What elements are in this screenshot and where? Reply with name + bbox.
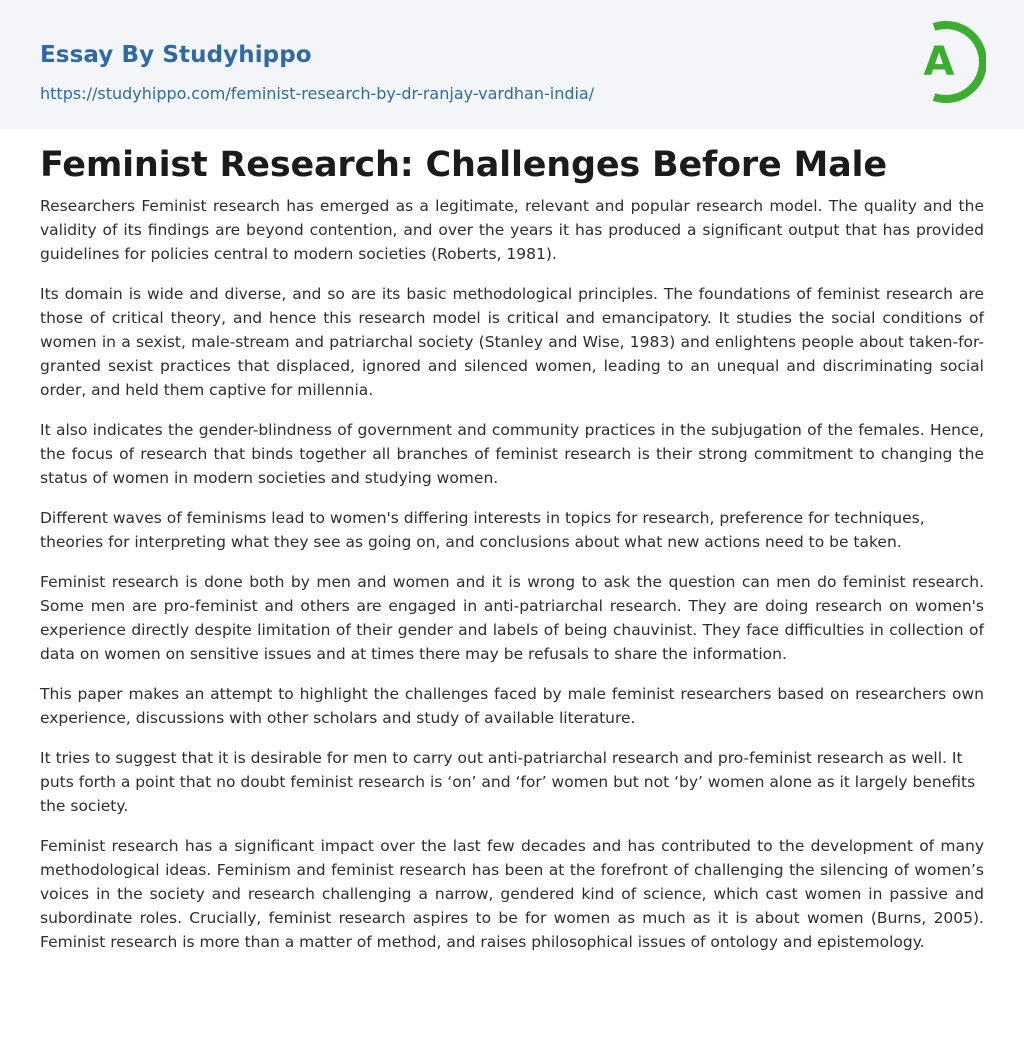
essay-paragraph: It also indicates the gender-blindness of government and community practices in the subjugation of the females. Hence, the focus of research that binds together all branches of feminist research is their strong commitment to changing the status of women in modern societies and studying women. [40, 421, 984, 487]
essay-paragraph: This paper makes an attempt to highlight the challenges faced by male feminist researchers based on researchers own experience, discussions with other scholars and study of available literature. [40, 685, 984, 727]
essay-title: Feminist Research: Challenges Before Male [40, 145, 887, 185]
essay-paragraph: Its domain is wide and diverse, and so are its basic methodological principles. The foundations of feminist research are those of critical theory, and hence this research model is critical and emancipatory. It studies the social conditions of women in a sexist, male-stream and patriarchal society (Stanley and Wise, 1983) and enlightens people about taken-for-granted sexist practices that displaced, ignored and silenced women, leading to an unequal and discriminating social order, and held them captive for millennia. [40, 285, 984, 399]
essay-paragraph: Different waves of feminisms lead to women's differing interests in topics for research, preference for techniques, theories for interpreting what they see as going on, and conclusions about what new actions need to be taken. [40, 509, 925, 551]
site-header [0, 0, 1024, 129]
logo-letter: A [923, 39, 955, 85]
essay-paragraph: Feminist research has a significant impact over the last few decades and has contributed to the development of many methodological ideas. Feminism and feminist research has been at the forefront of challenging the silencing of women’s voices in the society and research challenging a narrow, gendered kind of science, which cast women in passive and subordinate roles. Crucially, feminist research aspires to be for women as much as it is about women (Burns, 2005). Feminist research is more than a matter of method, and raises philosophical issues of ontology and epistemology. [40, 837, 984, 951]
studyhippo-logo-icon[interactable] [912, 19, 986, 105]
essay-url-link[interactable]: https://studyhippo.com/feminist-research-by-dr-ranjay-vardhan-india/ [40, 84, 595, 103]
site-brand[interactable]: Essay By Studyhippo [40, 42, 312, 68]
essay-paragraph: Feminist research is done both by men and women and it is wrong to ask the question can men do feminist research. Some men are pro-feminist and others are engaged in anti-patriarchal research. They are doing research on women's experience directly despite limitation of their gender and labels of being chauvinist. They face difficulties in collection of data on women on sensitive issues and at times there may be refusals to share the information. [40, 573, 984, 663]
essay-body [40, 194, 984, 970]
essay-paragraph: It tries to suggest that it is desirable for men to carry out anti-patriarchal research and pro-feminist research as well. It puts forth a point that no doubt feminist research is ‘on’ and ‘for’ women but not ‘by’ women alone as it largely benefits the society. [40, 749, 976, 815]
essay-paragraph: Researchers Feminist research has emerged as a legitimate, relevant and popular research model. The quality and the validity of its findings are beyond contention, and over the years it has produced a significant output that has provided guidelines for policies central to modern societies (Roberts, 1981). [40, 197, 984, 263]
